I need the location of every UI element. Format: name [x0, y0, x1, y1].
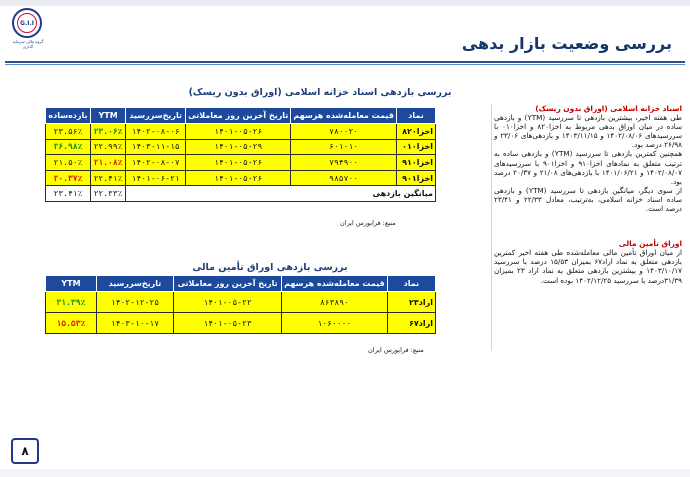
- cell-price: ۱۰۶۰۰۰۰: [282, 313, 388, 334]
- bottom-frame-strip: [0, 469, 690, 477]
- cell-ytm: ۲۱.۰۸٪: [90, 155, 125, 171]
- cell-simple-return: ۲۱.۵۰٪: [46, 155, 91, 171]
- cell-price: ۸۶۳۸۹۰: [282, 292, 388, 313]
- financing-bonds-table: [45, 275, 436, 334]
- cell-symbol: اخزا۹۱۰: [396, 155, 435, 171]
- page-number: ۸: [11, 438, 39, 464]
- table-row: [46, 170, 436, 186]
- cell-ytm: ۱۵.۵۳٪: [46, 313, 97, 334]
- cell-ytm: ۲۲.۴۱٪: [90, 170, 125, 186]
- cell-last-trade: ۱۴۰۱-۰۵-۲۶: [186, 124, 291, 140]
- cell-last-trade: ۱۴۰۱-۰۵-۲۶: [186, 170, 291, 186]
- commentary-paragraph: از میان اوراق تأمین مالی معامله‌شده طی هفته اخیر کمترین بازدهی متعلق به نماد اراد۶۷ بمیزان ۱۵/۵۳ درصد با سررسید ۱۴۰۳/۱۰/۱۷ و بیشترین بازدهی متعلق به نماد اراد ۲۳ بمیزان ۳۱/۳۹درصد با سررسید ۱۴۰۲/۱۲/۲۵ بوده است.: [494, 248, 682, 285]
- cell-symbol: اخزا۸۲۰: [396, 124, 435, 140]
- col-header-symbol: نماد: [387, 276, 435, 292]
- table-row: [46, 313, 436, 334]
- cell-symbol: اخزا۰۱۰: [396, 139, 435, 155]
- commentary-paragraph: از سوی دیگر، میانگین بازدهی تا سررسید (YTM) و بازدهی ساده اسناد خزانه اسلامی، به‌ترتیب، معادل ۲۲/۳۳ و ۲۳/۴۱ درصد است.: [494, 185, 682, 214]
- col-header-simple-return: بازده‌ساده: [46, 108, 91, 124]
- commentary-paragraph: طی هفته اخیر، بیشترین بازدهی تا سررسید (YTM) و بازدهی ساده در میان اوراق بدهی مربوط به اخزا۸۲۰ و اخزا۰۱۰ با سررسیدهای ۱۴۰۲/۰۸/۰۶ و ۱۴۰۳/۱۱/۱۵ و بازدهی‌های ۲۳/۰۶ و ۲۶/۹۸ درصد بود.: [494, 113, 682, 150]
- average-ytm: ۲۲.۳۳٪: [90, 186, 125, 202]
- cell-last-trade: ۱۴۰۱-۰۵-۲۹: [186, 139, 291, 155]
- logo-caption: گروه مالی سرمایه گذاری: [12, 39, 44, 49]
- cell-symbol: اراد۶۷: [387, 313, 435, 334]
- page-title: بررسی وضعیت بازار بدهی: [461, 34, 672, 53]
- col-header-last-trade: تاریخ آخرین روز معاملاتی: [174, 276, 282, 292]
- table-row: [46, 155, 436, 171]
- col-header-last-trade: تاریخ آخرین روز معاملاتی: [186, 108, 291, 124]
- table2-source: منبع: فرابورس ایران: [368, 346, 424, 354]
- cell-ytm: ۲۳.۰۶٪: [90, 124, 125, 140]
- cell-maturity: ۱۴۰۳-۱۰-۱۷: [96, 313, 173, 334]
- cell-last-trade: ۱۴۰۱-۰۵-۲۶: [186, 155, 291, 171]
- cell-simple-return: ۲۳.۵۶٪: [46, 124, 91, 140]
- cell-maturity: ۱۴۰۱-۰۶-۲۱: [126, 170, 186, 186]
- col-header-symbol: نماد: [396, 108, 435, 124]
- sidebar-divider: [491, 104, 492, 351]
- average-label: میانگین بازدهی: [126, 186, 436, 202]
- commentary-heading-financing: اوراق تأمین مالی: [618, 239, 682, 249]
- table-header-row: [46, 276, 436, 292]
- header-divider-thin: [5, 64, 685, 65]
- cell-price: ۷۹۴۹۰۰: [291, 155, 397, 171]
- commentary-heading-treasury: اسناد خزانه اسلامی (اوراق بدون ریسک): [535, 104, 682, 113]
- table1-source: منبع: فرابورس ایران: [340, 219, 396, 227]
- cell-last-trade: ۱۴۰۱-۰۵-۲۲: [174, 292, 282, 313]
- company-logo: [12, 8, 42, 38]
- cell-ytm: ۳۱.۳۹٪: [46, 292, 97, 313]
- cell-last-trade: ۱۴۰۱-۰۵-۲۳: [174, 313, 282, 334]
- cell-simple-return: ۲۶.۹۸٪: [46, 139, 91, 155]
- table2-title: بررسی بازدهی اوراق تأمین مالی: [192, 262, 348, 273]
- col-header-ytm: YTM: [90, 108, 125, 124]
- cell-price: ۷۸۰۰۲۰: [291, 124, 397, 140]
- col-header-maturity: تاریخ‌سررسید: [126, 108, 186, 124]
- col-header-price: قیمت معامله‌شده هرسهم: [291, 108, 397, 124]
- average-row: [46, 186, 436, 202]
- table-row: [46, 139, 436, 155]
- treasury-bonds-table: [45, 107, 436, 202]
- cell-ytm: ۲۲.۹۹٪: [90, 139, 125, 155]
- average-simple-return: ۲۳.۴۱٪: [46, 186, 91, 202]
- cell-maturity: ۱۴۰۲-۱۲-۲۵: [96, 292, 173, 313]
- cell-maturity: ۱۴۰۳-۱۱-۱۵: [126, 139, 186, 155]
- cell-simple-return: ۲۰.۳۷٪: [46, 170, 91, 186]
- cell-price: ۹۸۵۷۰۰: [291, 170, 397, 186]
- table-header-row: [46, 108, 436, 124]
- col-header-ytm: YTM: [46, 276, 97, 292]
- cell-maturity: ۱۴۰۲-۰۸-۰۷: [126, 155, 186, 171]
- commentary-paragraph: همچنین کمترین بازدهی تا سررسید (YTM) و بازدهی ساده به ترتیب متعلق به نمادهای اخزا۹۱۰ و اخزا۹۰۱ با سررسیدهای ۱۴۰۲/۰۸/۰۷ و ۱۴۰۱/۰۶/۲۱ با بازدهی‌های ۲۱/۰۸ و ۲۰/۳۷ درصد بود.: [494, 149, 683, 186]
- table1-title: بررسی بازدهی اسناد خزانه اسلامی (اوراق بدون ریسک): [188, 87, 452, 98]
- commentary-panel: [494, 104, 682, 351]
- header-divider: [5, 61, 685, 63]
- cell-maturity: ۱۴۰۲-۰۸-۰۶: [126, 124, 186, 140]
- logo-text: G.I.I: [17, 13, 37, 33]
- cell-symbol: اراد۲۳: [387, 292, 435, 313]
- table-row: [46, 124, 436, 140]
- top-frame-strip: [0, 0, 690, 6]
- col-header-price: قیمت معامله‌شده هرسهم: [282, 276, 388, 292]
- cell-symbol: اخزا۹۰۱: [396, 170, 435, 186]
- cell-price: ۶۰۱۰۱۰: [291, 139, 397, 155]
- col-header-maturity: تاریخ‌سررسید: [96, 276, 173, 292]
- table-row: [46, 292, 436, 313]
